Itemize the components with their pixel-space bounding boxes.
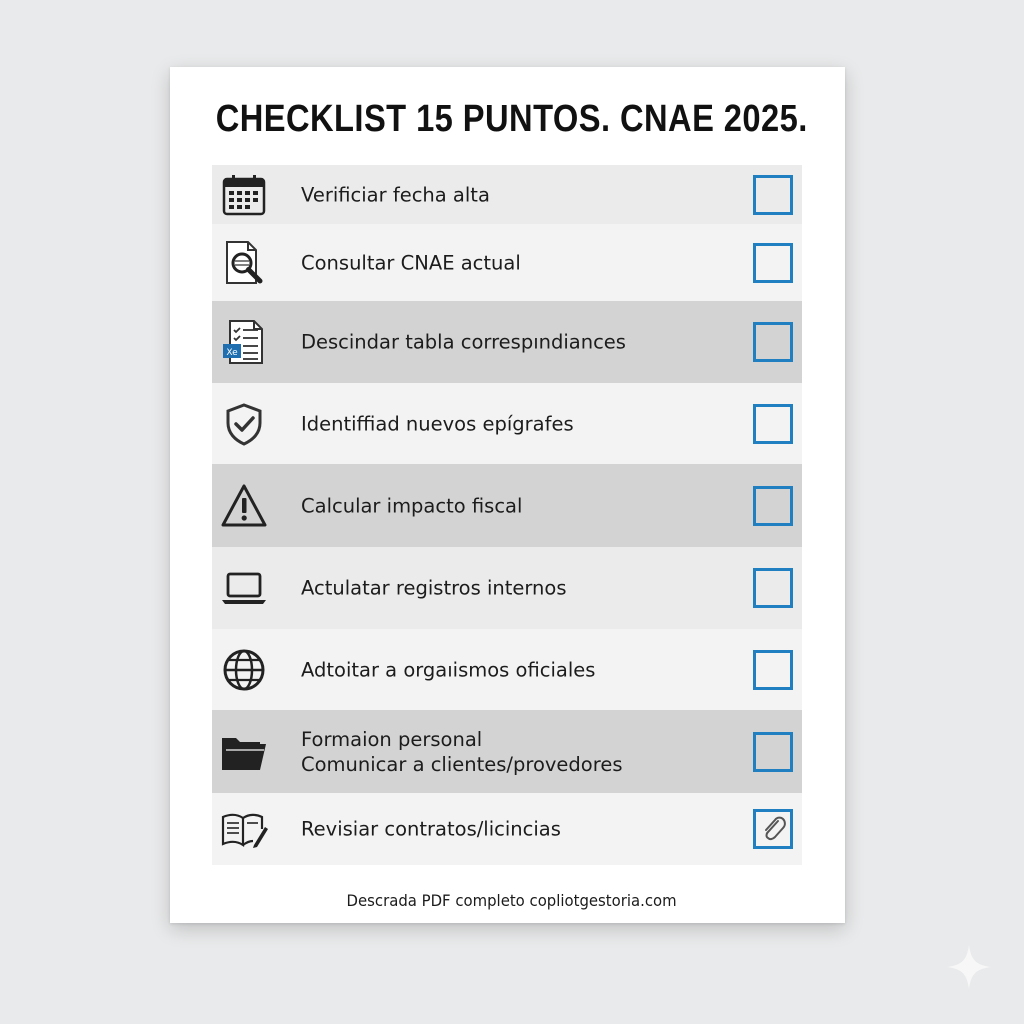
item-label: Formaion personal Comunicar a clientes/provedores — [301, 727, 623, 776]
checkbox[interactable] — [753, 243, 793, 283]
checkbox[interactable] — [753, 809, 793, 849]
item-label: Consultar CNAE actual — [301, 251, 521, 274]
checkbox[interactable] — [753, 568, 793, 608]
checkbox[interactable] — [753, 175, 793, 215]
sparkle-icon — [944, 942, 994, 992]
checkbox[interactable] — [753, 322, 793, 362]
checkbox[interactable] — [753, 732, 793, 772]
list-item — [212, 547, 802, 629]
item-label: Revisiar contratos/licincias — [301, 817, 561, 841]
page-title: CHECKLIST 15 PUNTOS. CNAE 2025. — [215, 98, 808, 140]
checkbox[interactable] — [753, 404, 793, 444]
paperclip-icon — [756, 812, 790, 846]
checkbox[interactable] — [753, 486, 793, 526]
item-label: Actulatar registros internos — [301, 576, 567, 600]
globe-icon — [220, 646, 268, 694]
list-item — [212, 710, 802, 793]
book-pen-icon — [220, 805, 268, 853]
item-label: Identiffiad nuevos epígrafes — [301, 412, 574, 435]
list-item — [212, 224, 802, 301]
list-item — [212, 383, 802, 464]
checkbox[interactable] — [753, 650, 793, 690]
svg-text:Xe: Xe — [226, 348, 238, 358]
spreadsheet-checklist-icon — [220, 318, 268, 366]
document-search-icon — [220, 239, 268, 287]
list-item — [212, 629, 802, 710]
list-item — [212, 793, 802, 865]
item-label: Calcular impacto fiscal — [301, 494, 523, 517]
item-label: Verificiar fecha alta — [301, 183, 490, 206]
item-label: Adtoitar a orgaıismos oficiales — [301, 658, 596, 681]
shield-check-icon — [220, 400, 268, 448]
warning-icon — [220, 482, 268, 530]
folder-icon — [220, 728, 268, 776]
footer-text: Descrada PDF completo copliotgestoria.com — [346, 891, 677, 910]
list-item — [212, 301, 802, 383]
calendar-icon — [220, 171, 268, 219]
list-item — [212, 165, 802, 224]
item-label: Descindar tabla correspındiances — [301, 330, 626, 354]
list-item — [212, 464, 802, 547]
laptop-icon — [220, 564, 268, 612]
